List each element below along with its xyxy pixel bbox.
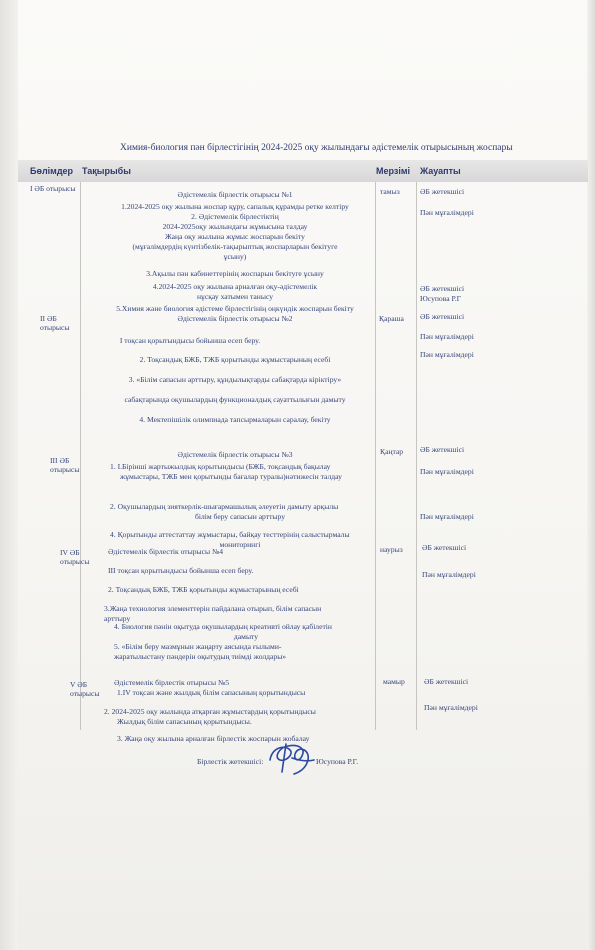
responsible: ӘБ жетекшісі: [420, 284, 465, 293]
paper-left-shadow: [0, 0, 18, 950]
section-heading: Әдістемелік бірлестік отырысы №4: [108, 547, 224, 556]
term: мамыр: [383, 677, 405, 686]
topic-line: 2024-2025оқу жылындағы жұмысына талдау: [162, 222, 308, 231]
topic-line: 1.2024-2025 оқу жылына жоспар құру, сапалық құрамды ретке келтіру: [121, 202, 349, 211]
topic-line: 3. Жаңа оқу жылына арналған бірлестік жоспарын жобалау: [117, 734, 310, 743]
topic-line: мониторингі: [219, 540, 261, 549]
signature-icon: [262, 738, 318, 778]
topic-line: 4. Қорытынды аттестаттау жұмыстары, байқау тесттерінің салыстырмалы: [110, 530, 350, 539]
topic-line: ІІІ тоқсан қорытындысы бойынша есеп беру.: [108, 566, 254, 575]
responsible: ӘБ жетекшісі: [420, 312, 465, 321]
column-divider: [80, 182, 81, 730]
responsible: Пән мұғалімдері: [422, 570, 476, 579]
section-heading: Әдістемелік бірлестік отырысы №5: [114, 678, 230, 687]
topic-line: 5.Химия және биология әдістеме бірлестігінің оңкүндік жоспарын бекіту: [116, 304, 354, 313]
section-heading: Әдістемелік бірлестік отырысы №1: [177, 190, 293, 199]
responsible: Пән мұғалімдері: [420, 208, 474, 217]
topic-line: ұсыну): [223, 252, 247, 261]
header-term: Мерзімі: [376, 166, 411, 176]
section-label: ІV ӘБ отырысы: [60, 548, 90, 566]
document-title: Химия-биология пән бірлестігінің 2024-2025 оқу жылындағы әдістемелік отырысының жоспары: [120, 143, 513, 153]
topic-line: жаратылыстану пәндерін оқытудың тиімді жолдары»: [114, 652, 287, 661]
header-sections: Бөлімдер: [30, 166, 74, 176]
topic-line: 1.ІV тоқсан және жылдық білім сапасының қорытындысы: [117, 688, 306, 697]
topic-line: жұмыстары, ТЖБ мен қорытынды бағалар туралы)нәтижесін талдау: [120, 472, 342, 481]
responsible: ӘБ жетекшісі: [420, 187, 465, 196]
responsible: ӘБ жетекшісі: [420, 445, 465, 454]
responsible: Пән мұғалімдері: [420, 350, 474, 359]
table-header: [18, 160, 588, 182]
topic-line: І тоқсан қорытындысы бойынша есеп беру.: [119, 336, 261, 345]
topic-line: 2. Тоқсандық БЖБ, ТЖБ қорытынды жұмыстарының есебі: [108, 585, 299, 594]
responsible: Пән мұғалімдері: [424, 703, 478, 712]
term: наурыз: [380, 545, 403, 554]
paper-right-shadow: [587, 0, 595, 950]
section-label: V ӘБ отырысы: [70, 680, 100, 698]
topic-line: 2. Әдістемелік бірлестіктің: [191, 212, 279, 221]
term: тамыз: [380, 187, 400, 196]
footer-leader-name: Юсупова Р.Г.: [316, 757, 359, 766]
topic-line: 4. Биология пәнін оқытуда оқушылардың креативті ойлау қабілетін: [114, 622, 332, 631]
topic-line: 3.Жаңа технология элементтерін пайдалана отырып, білім сапасын: [104, 604, 322, 613]
header-topic: Тақырыбы: [82, 166, 131, 176]
topic-line: 5. «Білім беру мазмұнын жаңарту аясында ғылыми-: [114, 642, 282, 651]
topic-line: Жаңа оқу жылына жұмыс жоспарын бекіту: [165, 232, 305, 241]
responsible: Пән мұғалімдері: [420, 512, 474, 521]
topic-line: 2. Тоқсандық БЖБ, ТЖБ қорытынды жұмыстарының есебі: [139, 355, 331, 364]
topic-line: 3.Ақылы пән кабинеттерінің жоспарын бекітуге ұсыну: [146, 269, 324, 278]
header-responsible: Жауапты: [420, 166, 461, 176]
column-divider: [416, 182, 417, 730]
topic-line: 2. Оқушылардың зияткерлік-шығармашылық әлеуетін дамыту арқылы: [110, 502, 339, 511]
term: Қараша: [379, 314, 404, 323]
section-label: ІІІ ӘБ отырысы: [50, 456, 80, 474]
footer-leader-label: Бірлестік жетекшісі:: [197, 757, 264, 766]
topic-line: арттыру: [104, 614, 131, 623]
topic-line: дамыту: [233, 632, 259, 641]
section-label: І ӘБ отырысы: [30, 184, 76, 193]
responsible: ӘБ жетекшісі: [424, 677, 469, 686]
responsible: Юсупова Р.Г: [420, 294, 462, 303]
responsible: Пән мұғалімдері: [420, 332, 474, 341]
responsible: Пән мұғалімдері: [420, 467, 474, 476]
topic-line: (мұғалімдердің күнтізбелік-тақырыптық жоспарларын бекітуге: [132, 242, 338, 251]
topic-line: білім беру сапасын арттыру: [194, 512, 285, 521]
term: Қаңтар: [380, 447, 404, 456]
responsible: ӘБ жетекшісі: [422, 543, 467, 552]
section-heading: Әдістемелік бірлестік отырысы №2: [177, 314, 293, 323]
topic-line: 4. Мектепішілік олимпиада тапсырмаларын саралау, бекіту: [139, 415, 331, 424]
topic-line: 3. «Білім сапасын арттыру, құндылықтарды сабақтарда кіріктіру»: [128, 375, 342, 384]
topic-line: сабақтарында оқушылардың функционалдық сауаттылығын дамыту: [124, 395, 346, 404]
topic-line: 4.2024-2025 оқу жылына арналған оқу-әдістемелік: [152, 282, 318, 291]
section-heading: Әдістемелік бірлестік отырысы №3: [177, 450, 293, 459]
topic-line: нұсқау хатымен танысу: [196, 292, 274, 301]
section-label: ІІ ӘБ отырысы: [40, 314, 70, 332]
topic-line: Жылдық білім сапасының қорытындысы.: [117, 717, 252, 726]
topic-line: 2. 2024-2025 оқу жылында атқарған жұмыстардың қорытындысы: [104, 707, 316, 716]
topic-line: 1. І.Бірінші жартыжылдық қорытындысы (БЖБ, тоқсандық бақылау: [110, 462, 331, 471]
